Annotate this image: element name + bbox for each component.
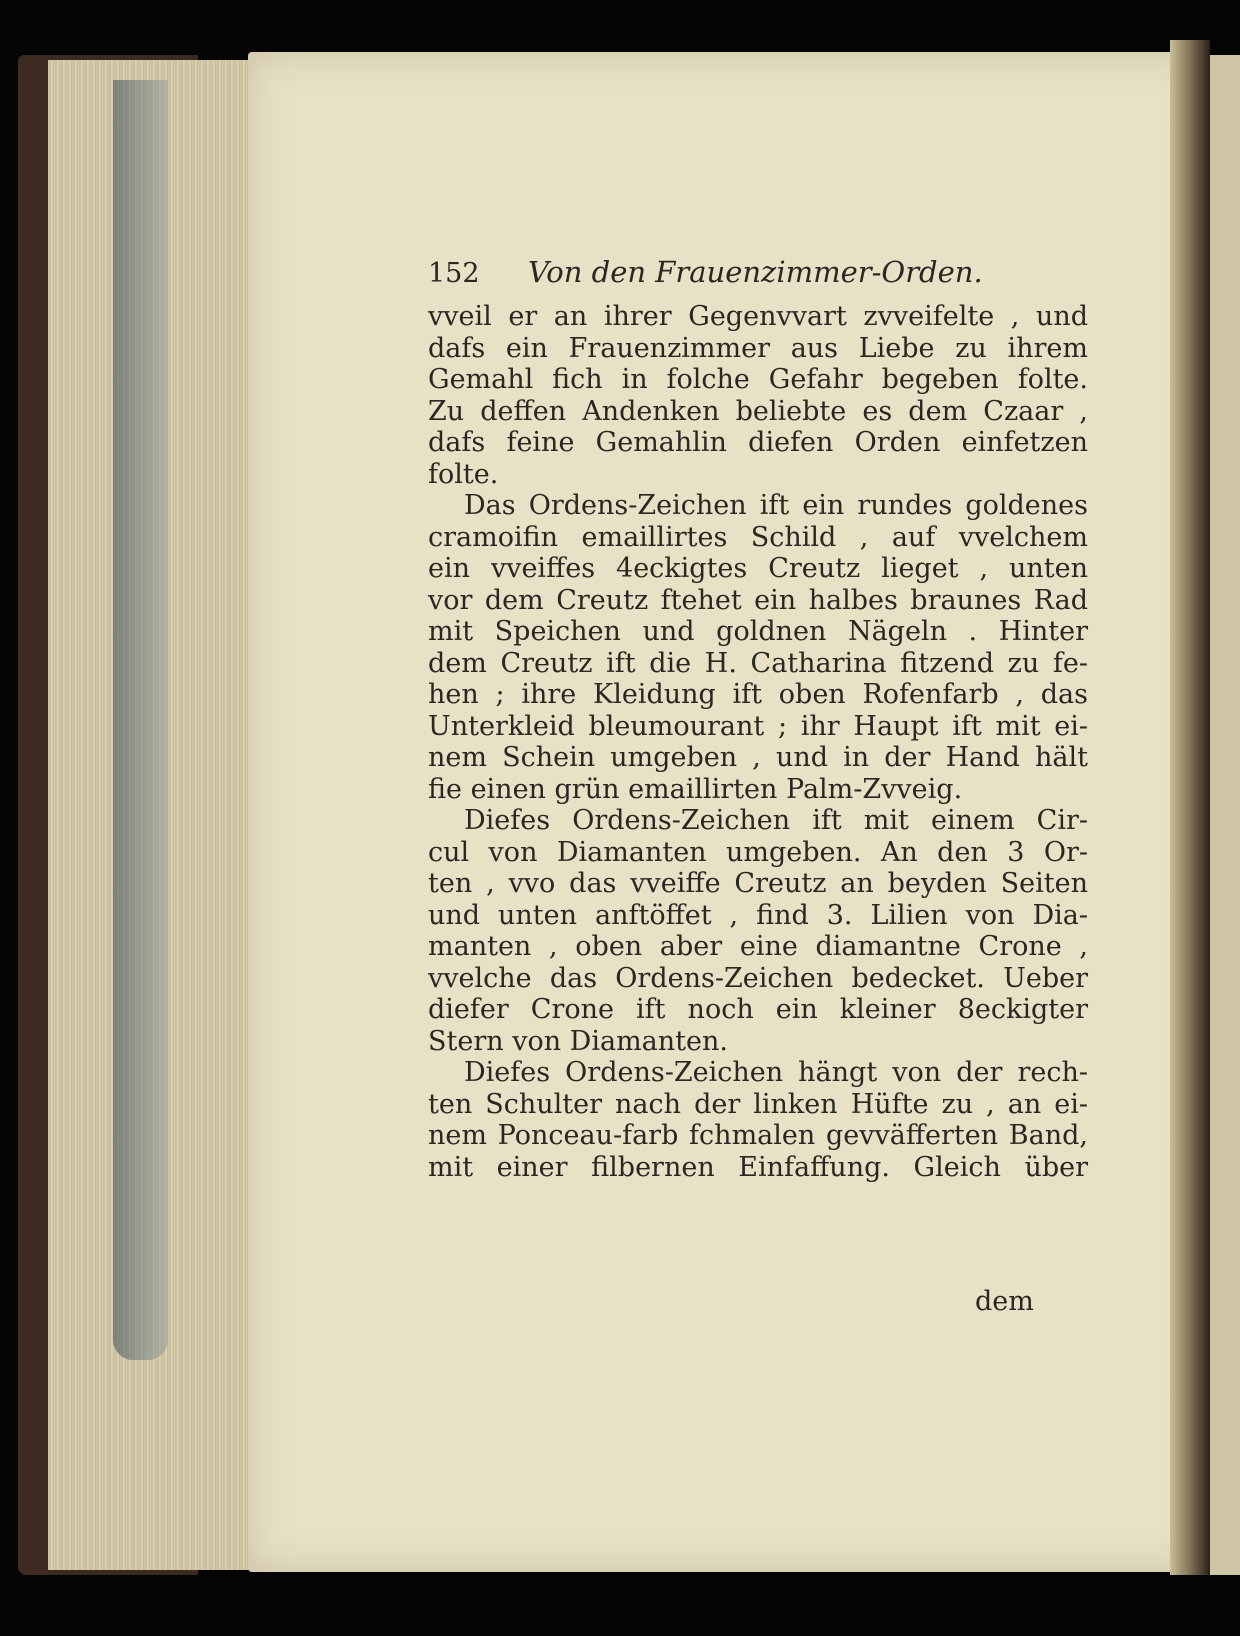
page-text <box>428 255 1088 1183</box>
text-line: diefer Crone ift noch ein kleiner 8eckigter <box>428 994 1088 1025</box>
text-line: Diefes Ordens-Zeichen ift mit einem Cir- <box>464 805 1088 836</box>
text-line: ten , vvo das vveiffe Creutz an beyden Seiten <box>428 868 1088 899</box>
text-line: hen ; ihre Kleidung ift oben Rofenfarb , das <box>428 679 1088 710</box>
page-number: 152 <box>428 258 480 289</box>
text-line: fie einen grün emaillirten Palm-Zvveig. <box>428 773 963 805</box>
text-line: mit Speichen und goldnen Nägeln . Hinter <box>428 616 1088 647</box>
text-line: folte. <box>428 458 499 490</box>
text-line: cul von Diamanten umgeben. An den 3 Or- <box>428 836 1088 868</box>
running-title: Von den Frauenzimmer-Orden. <box>528 255 983 289</box>
page-edge-shadow <box>113 80 168 1360</box>
text-line: dem Creutz ift die H. Catharina fitzend zu fe- <box>428 647 1088 679</box>
text-line: nem Schein umgeben , und in der Hand hält <box>428 742 1088 773</box>
facing-page-edge <box>1210 55 1240 1575</box>
book-gutter <box>1170 40 1210 1575</box>
text-line: Unterkleid bleumourant ; ihr Haupt ift mit ei- <box>428 710 1088 742</box>
paragraph-4 <box>428 1057 1088 1183</box>
page-edges <box>48 60 258 1570</box>
text-line: vvelche das Ordens-Zeichen bedecket. Ueber <box>428 962 1088 994</box>
paragraph-2 <box>428 490 1088 805</box>
text-line: ten Schulter nach der linken Hüfte zu , an ei- <box>428 1088 1088 1120</box>
text-line: und unten anftöffet , find 3. Lilien von Dia- <box>428 899 1088 931</box>
text-line: dafs feine Gemahlin diefen Orden einfetzen <box>428 427 1088 458</box>
text-line: ein vveiffes 4eckigtes Creutz lieget , unten <box>428 553 1088 584</box>
text-line: Diefes Ordens-Zeichen hängt von der rech- <box>464 1057 1088 1088</box>
text-line: mit einer filbernen Einfaffung. Gleich über <box>428 1151 1088 1183</box>
text-line: vor dem Creutz ftehet ein halbes braunes Rad <box>428 584 1088 616</box>
catchword: dem <box>975 1286 1034 1317</box>
text-line: Zu deffen Andenken beliebte es dem Czaar , <box>428 395 1088 427</box>
text-line: Stern von Diamanten. <box>428 1025 728 1057</box>
text-line: vveil er an ihrer Gegenvvart zvveifelte , und <box>428 301 1088 332</box>
text-line: cramoifin emaillirtes Schild , auf vvelchem <box>428 521 1088 553</box>
text-line: nem Ponceau-farb fchmalen gevväfferten Band, <box>428 1120 1088 1151</box>
page-header <box>428 255 1088 295</box>
text-line: dafs ein Frauenzimmer aus Liebe zu ihrem <box>428 332 1088 364</box>
text-line: Gemahl fich in folche Gefahr begeben folte. <box>428 364 1088 395</box>
paragraph-1 <box>428 301 1088 490</box>
text-line: Das Ordens-Zeichen ift ein rundes goldenes <box>464 490 1088 521</box>
paragraph-3 <box>428 805 1088 1057</box>
text-line: manten , oben aber eine diamantne Crone , <box>428 931 1088 962</box>
